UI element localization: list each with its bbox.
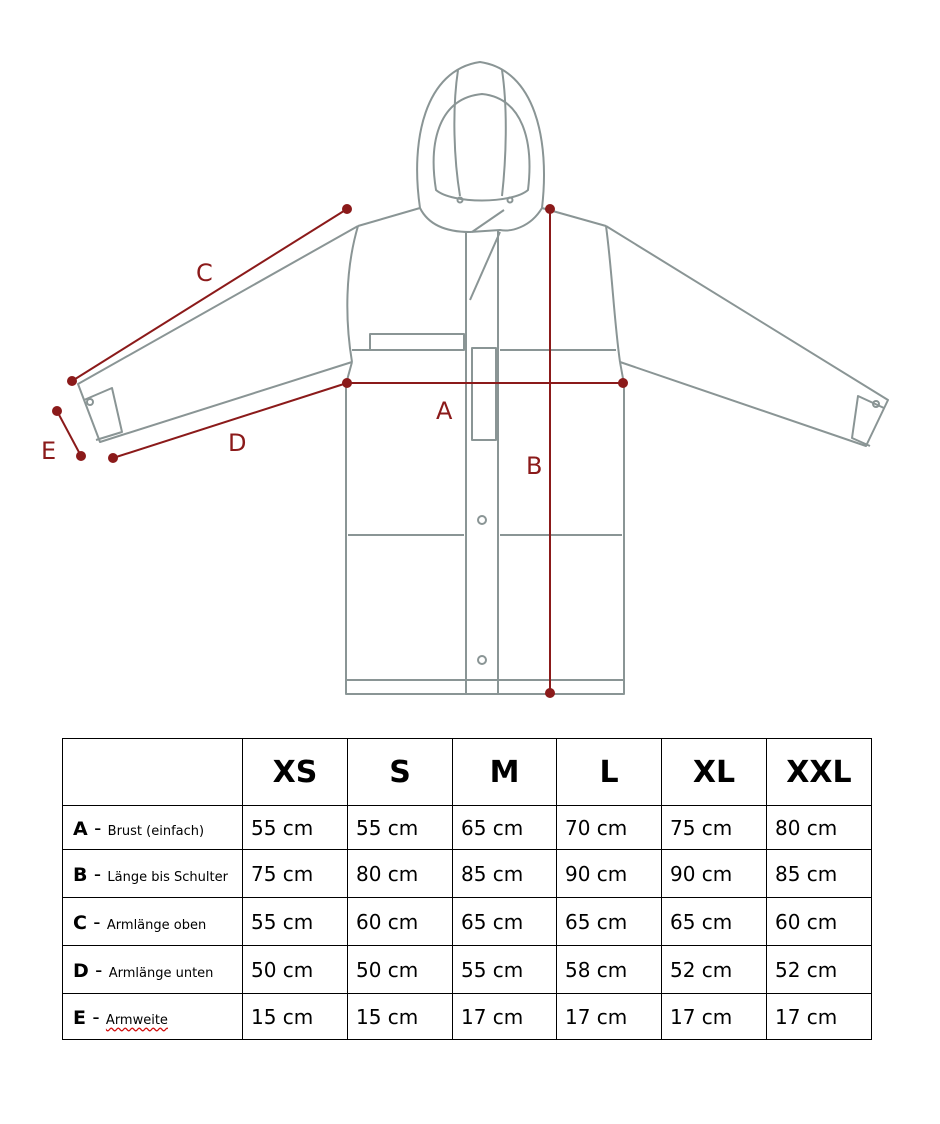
table-cell: 65 cm <box>453 806 557 850</box>
size-header-s: S <box>348 739 453 806</box>
table-cell: 70 cm <box>557 806 662 850</box>
row-letter: E <box>73 1006 86 1029</box>
measurement-lines <box>53 205 627 697</box>
measure-d-label: D <box>228 429 247 457</box>
table-cell: 55 cm <box>453 946 557 994</box>
row-letter: A <box>73 817 88 840</box>
size-header-l: L <box>557 739 662 806</box>
measure-a-label: A <box>436 397 453 425</box>
table-cell: 58 cm <box>557 946 662 994</box>
jacket-outline <box>78 62 888 694</box>
table-cell: 60 cm <box>348 898 453 946</box>
measure-d-end-dot <box>109 454 117 462</box>
measure-e-start-dot <box>53 407 61 415</box>
corner-cell <box>63 739 243 806</box>
table-cell: 80 cm <box>767 806 872 850</box>
measure-b-label: B <box>526 452 543 480</box>
table-cell: 85 cm <box>767 850 872 898</box>
measure-a-end-dot <box>619 379 627 387</box>
row-description: Brust (einfach) <box>107 823 205 839</box>
table-cell: 75 cm <box>662 806 767 850</box>
table-cell: 17 cm <box>453 994 557 1040</box>
table-cell: 90 cm <box>662 850 767 898</box>
row-label: E - Armweite <box>63 994 243 1040</box>
row-description: Länge bis Schulter <box>107 869 228 885</box>
table-cell: 17 cm <box>557 994 662 1040</box>
measure-a-start-dot <box>343 379 351 387</box>
measure-b-start-dot <box>546 205 554 213</box>
table-cell: 50 cm <box>348 946 453 994</box>
table-cell: 55 cm <box>348 806 453 850</box>
row-description: Armweite <box>105 1012 168 1028</box>
table-cell: 17 cm <box>662 994 767 1040</box>
table-cell: 60 cm <box>767 898 872 946</box>
table-cell: 55 cm <box>243 898 348 946</box>
measure-e-label: E <box>41 437 57 465</box>
table-cell: 90 cm <box>557 850 662 898</box>
measure-c-start-dot <box>343 205 351 213</box>
table-cell: 65 cm <box>557 898 662 946</box>
size-header-xl: XL <box>662 739 767 806</box>
table-cell: 55 cm <box>243 806 348 850</box>
size-header-xxl: XXL <box>767 739 872 806</box>
row-description: Armlänge oben <box>106 917 207 933</box>
table-cell: 15 cm <box>348 994 453 1040</box>
table-cell: 52 cm <box>662 946 767 994</box>
measure-c-end-dot <box>68 377 76 385</box>
size-header-m: M <box>453 739 557 806</box>
table-cell: 52 cm <box>767 946 872 994</box>
row-letter: B <box>73 863 88 886</box>
measure-c-line <box>72 209 347 381</box>
table-cell: 15 cm <box>243 994 348 1040</box>
measure-e-line <box>57 411 81 456</box>
size-header-row <box>63 739 872 806</box>
table-row <box>63 898 872 946</box>
size-chart-table <box>62 738 872 1040</box>
row-letter: D <box>73 959 89 982</box>
row-label: A - Brust (einfach) <box>63 806 243 850</box>
table-cell: 80 cm <box>348 850 453 898</box>
measure-e-end-dot <box>77 452 85 460</box>
table-row <box>63 850 872 898</box>
table-row <box>63 806 872 850</box>
row-label: C - Armlänge oben <box>63 898 243 946</box>
table-cell: 85 cm <box>453 850 557 898</box>
table-cell: 65 cm <box>453 898 557 946</box>
table-cell: 65 cm <box>662 898 767 946</box>
table-cell: 75 cm <box>243 850 348 898</box>
row-description: Armlänge unten <box>108 965 214 981</box>
measure-b-end-dot <box>546 689 554 697</box>
row-label: D - Armlänge unten <box>63 946 243 994</box>
row-letter: C <box>73 911 87 934</box>
row-label: B - Länge bis Schulter <box>63 850 243 898</box>
table-row <box>63 946 872 994</box>
table-row <box>63 994 872 1040</box>
size-header-xs: XS <box>243 739 348 806</box>
measure-c-label: C <box>196 259 213 287</box>
table-cell: 50 cm <box>243 946 348 994</box>
table-cell: 17 cm <box>767 994 872 1040</box>
